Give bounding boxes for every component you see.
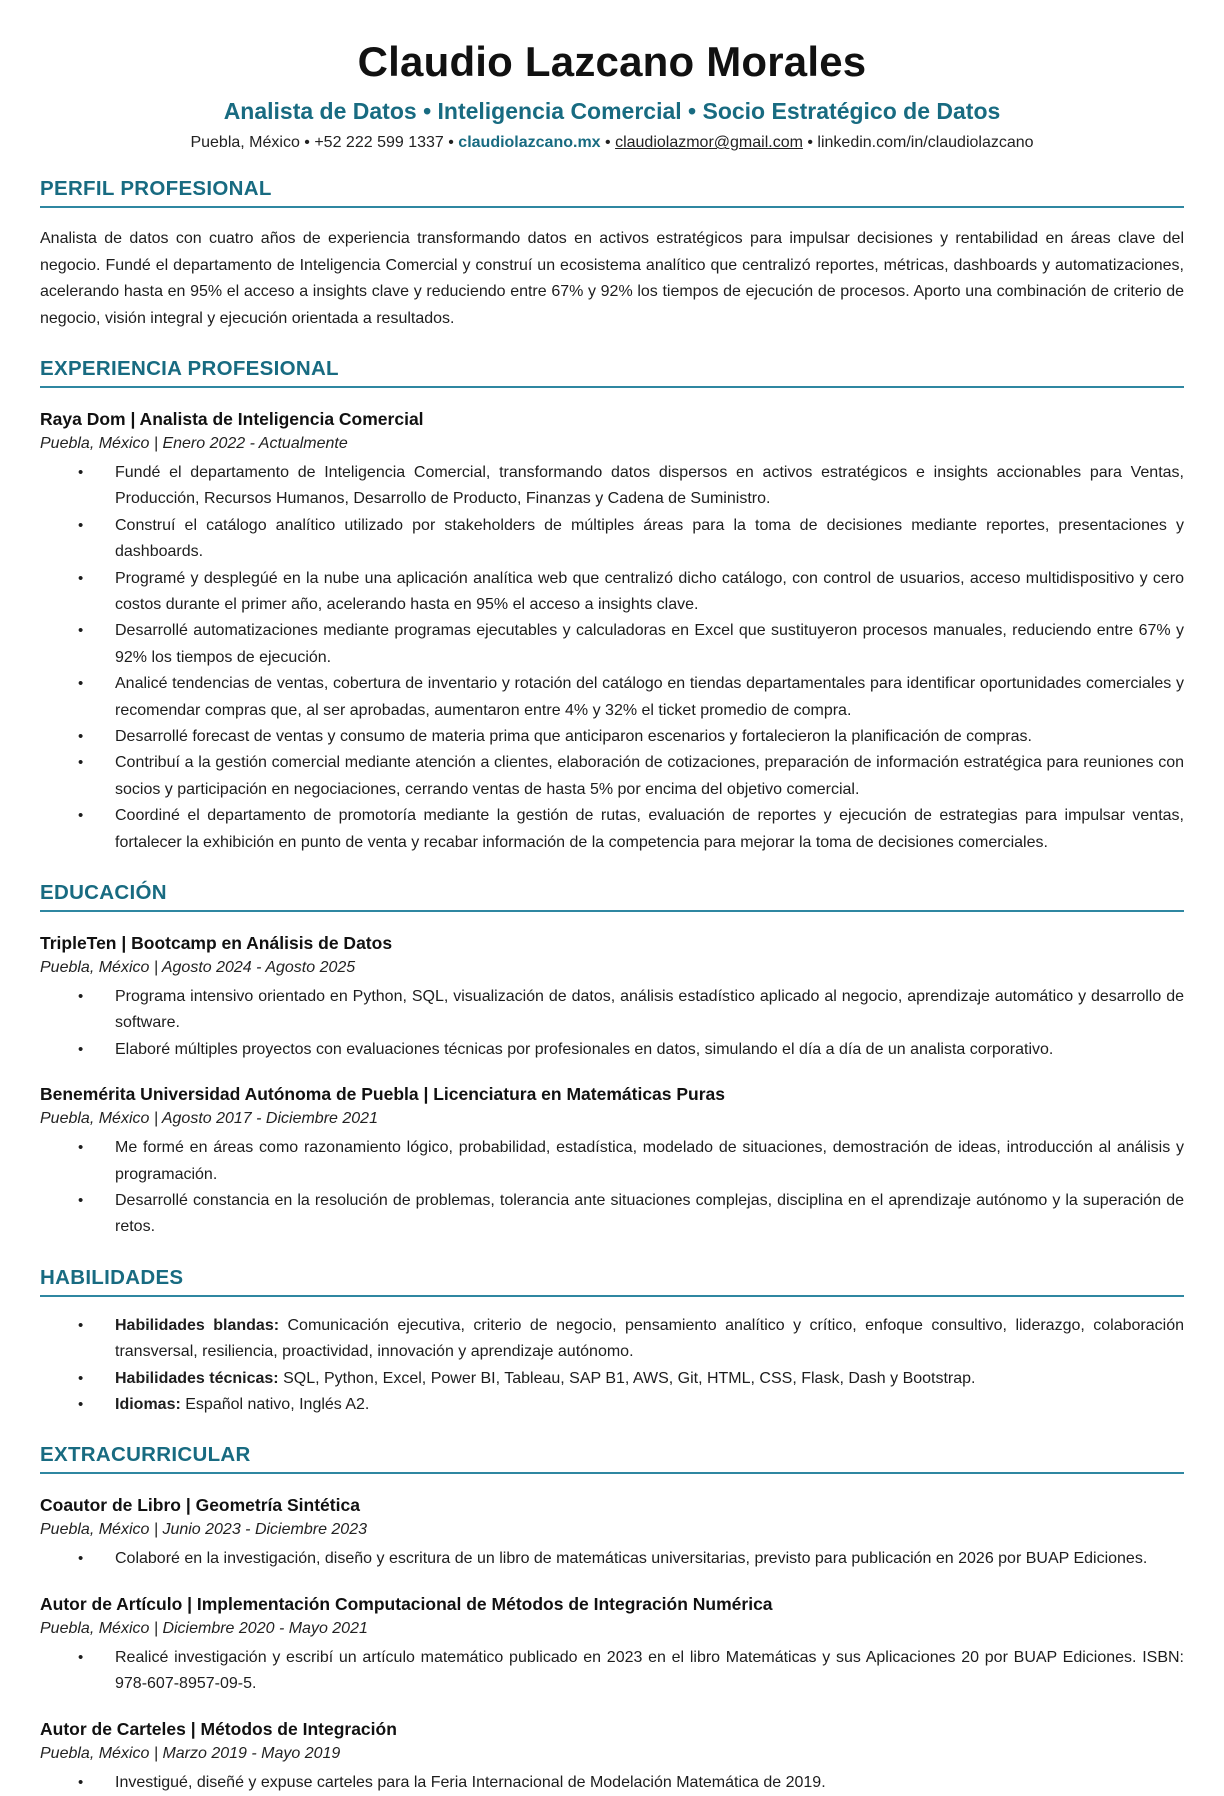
section-title-experiencia: EXPERIENCIA PROFESIONAL: [40, 357, 1184, 388]
skill-item: [115, 1366, 1184, 1392]
bullet-item: • Fundé el departamento de Inteligencia Comercial, transformando datos dispersos en activos estratégicos e insights accionables para Ventas, Producción, Recursos Humanos, Desarrollo de Producto, Finanzas y Cadena de Suministro.: [115, 460, 1184, 513]
bullet-list: [40, 1645, 1184, 1698]
entry-meta: Puebla, México | Marzo 2019 - Mayo 2019: [40, 1744, 341, 1762]
section-experiencia-profesional: [40, 357, 1184, 856]
bullet-item: • Analicé tendencias de ventas, cobertura de inventario y rotación del catálogo en tiendas departamentales para identificar oportunidades comerciales y recomendar compras que, al ser aprobadas, aumentaron entre 4% y 32% el ticket promedio de compra.: [115, 671, 1184, 724]
entry-heading: Autor de Carteles | Métodos de Integración: [40, 1718, 397, 1739]
page-title: Claudio Lazcano Morales: [357, 38, 867, 85]
bullet-item: • Programa intensivo orientado en Python, SQL, visualización de datos, análisis estadístico aplicado al negocio, aprendizaje automático y desarrollo de software.: [115, 984, 1184, 1037]
contact-location-phone: Puebla, México • +52 222 599 1337 •: [190, 134, 459, 152]
bullet-list: [40, 1770, 1184, 1796]
email-link[interactable]: claudiolazmor@gmail.com: [615, 134, 803, 152]
education-entry: [40, 933, 1184, 1063]
skill-label: Idiomas:: [115, 1396, 181, 1414]
bullet-item: • Elaboré múltiples proyectos con evaluaciones técnicas por profesionales en datos, simulando el día a día de un analista corporativo.: [115, 1037, 1184, 1063]
entry-meta: Puebla, México | Agosto 2024 - Agosto 2025: [40, 959, 356, 977]
bullet-list: [40, 1135, 1184, 1241]
section-title-educacion: EDUCACIÓN: [40, 881, 1184, 912]
linkedin-text: linkedin.com/in/claudiolazcano: [817, 134, 1034, 152]
website-link[interactable]: claudiolazcano.mx: [458, 134, 601, 152]
extracurricular-entry: [40, 1495, 1184, 1572]
bullet-list: [40, 460, 1184, 856]
bullet-item: • Contribuí a la gestión comercial mediante atención a clientes, elaboración de cotizaciones, preparación de información estratégica para reuniones con socios y participación en negociaciones, cerrando ventas de hasta 5% por encima del objetivo comercial.: [115, 750, 1184, 803]
bullet-item: • Realicé investigación y escribí un artículo matemático publicado en 2023 en el libro Matemáticas y sus Aplicaciones 20 por BUAP Ediciones. ISBN: 978-607-8957-09-5.: [115, 1645, 1184, 1698]
entry-meta: Puebla, México | Enero 2022 - Actualmente: [40, 434, 348, 452]
skill-text: SQL, Python, Excel, Power BI, Tableau, SAP B1, AWS, Git, HTML, CSS, Flask, Dash y Bootstrap.: [278, 1369, 976, 1387]
skill-label: Habilidades técnicas:: [115, 1369, 279, 1387]
resume-header: [40, 38, 1184, 152]
education-entry: [40, 1084, 1184, 1241]
skill-item: [115, 1392, 1184, 1418]
skill-label: Habilidades blandas:: [115, 1316, 280, 1334]
entry-heading: Benemérita Universidad Autónoma de Puebla | Licenciatura en Matemáticas Puras: [40, 1084, 726, 1105]
extracurricular-entry: [40, 1594, 1184, 1698]
entry-heading: Coautor de Libro | Geometría Sintética: [40, 1495, 360, 1516]
entry-heading: Raya Dom | Analista de Inteligencia Comercial: [40, 408, 424, 429]
section-educacion: [40, 881, 1184, 1241]
section-title-habilidades: HABILIDADES: [40, 1266, 1184, 1297]
skill-item: [115, 1313, 1184, 1366]
skill-text: Español nativo, Inglés A2.: [180, 1396, 370, 1414]
profile-paragraph: Analista de datos con cuatro años de experiencia transformando datos en activos estratégicos para impulsar decisiones y rentabilidad en áreas clave del negocio. Fundé el departamento de Inteligencia Comercial y construí un ecosistema analítico que centralizó reportes, métricas, dashboards y automatizaciones, acelerando hasta en 95% el acceso a insights clave y reduciendo entre 67% y 92% los tiempos de ejecución de procesos. Aporto una combinación de criterio de negocio, visión integral y ejecución orientada a resultados.: [40, 230, 1184, 327]
bullet-list: [40, 984, 1184, 1063]
bullet-item: • Desarrollé automatizaciones mediante programas ejecutables y calculadoras en Excel que sustituyeron procesos manuales, reduciendo entre 67% y 92% los tiempos de ejecución.: [115, 618, 1184, 671]
bullet-item: • Me formé en áreas como razonamiento lógico, probabilidad, estadística, modelado de situaciones, demostración de ideas, introducción al análisis y programación.: [115, 1135, 1184, 1188]
tagline: Analista de Datos • Inteligencia Comercial • Socio Estratégico de Datos: [223, 98, 1001, 125]
bullet-item: • Investigué, diseñé y expuse carteles para la Feria Internacional de Modelación Matemática de 2019.: [115, 1770, 1184, 1796]
bullet-list: [40, 1313, 1184, 1419]
section-habilidades: [40, 1266, 1184, 1419]
entry-meta: Puebla, México | Agosto 2017 - Diciembre 2021: [40, 1110, 378, 1128]
bullet-item: • Desarrollé constancia en la resolución de problemas, tolerancia ante situaciones complejas, disciplina en el aprendizaje autónomo y la superación de retos.: [115, 1188, 1184, 1241]
bullet-list: [40, 1546, 1184, 1572]
section-extracurricular: [40, 1443, 1184, 1796]
contact-separator: •: [600, 134, 616, 152]
extracurricular-entry: [40, 1719, 1184, 1796]
experience-entry: [40, 409, 1184, 856]
contact-separator: •: [802, 134, 818, 152]
bullet-item: • Colaboré en la investigación, diseño y escritura de un libro de matemáticas universitarias, previsto para publicación en 2026 por BUAP Ediciones.: [115, 1546, 1184, 1572]
bullet-item: • Programé y desplegúé en la nube una aplicación analítica web que centralizó dicho catálogo, con control de usuarios, acceso multidispositivo y cero costos durante el primer año, acelerando hasta en 95% el acceso a insights clave.: [115, 566, 1184, 619]
section-perfil-profesional: [40, 177, 1184, 332]
entry-heading: Autor de Artículo | Implementación Computacional de Métodos de Integración Numérica: [40, 1593, 773, 1614]
entry-heading: TripleTen | Bootcamp en Análisis de Datos: [40, 933, 393, 954]
section-title-perfil: PERFIL PROFESIONAL: [40, 177, 1184, 208]
bullet-item: • Desarrollé forecast de ventas y consumo de materia prima que anticiparon escenarios y fortalecieron la planificación de compras.: [115, 724, 1184, 750]
section-title-extracurricular: EXTRACURRICULAR: [40, 1443, 1184, 1474]
entry-meta: Puebla, México | Diciembre 2020 - Mayo 2021: [40, 1619, 368, 1637]
bullet-item: • Construí el catálogo analítico utilizado por stakeholders de múltiples áreas para la toma de decisiones mediante reportes, presentaciones y dashboards.: [115, 513, 1184, 566]
contact-line: [40, 134, 1184, 152]
bullet-item: • Coordiné el departamento de promotoría mediante la gestión de rutas, evaluación de reportes y ejecución de estrategias para impulsar ventas, fortalecer la exhibición en punto de venta y recabar información de la competencia para mejorar la toma de decisiones comerciales.: [115, 803, 1184, 856]
skill-text: Comunicación ejecutiva, criterio de negocio, pensamiento analítico y crítico, enfoque consultivo, liderazgo, colaboración transversal, resiliencia, proactividad, innovación y aprendizaje autónomo.: [115, 1316, 1184, 1361]
entry-meta: Puebla, México | Junio 2023 - Diciembre 2023: [40, 1521, 367, 1539]
